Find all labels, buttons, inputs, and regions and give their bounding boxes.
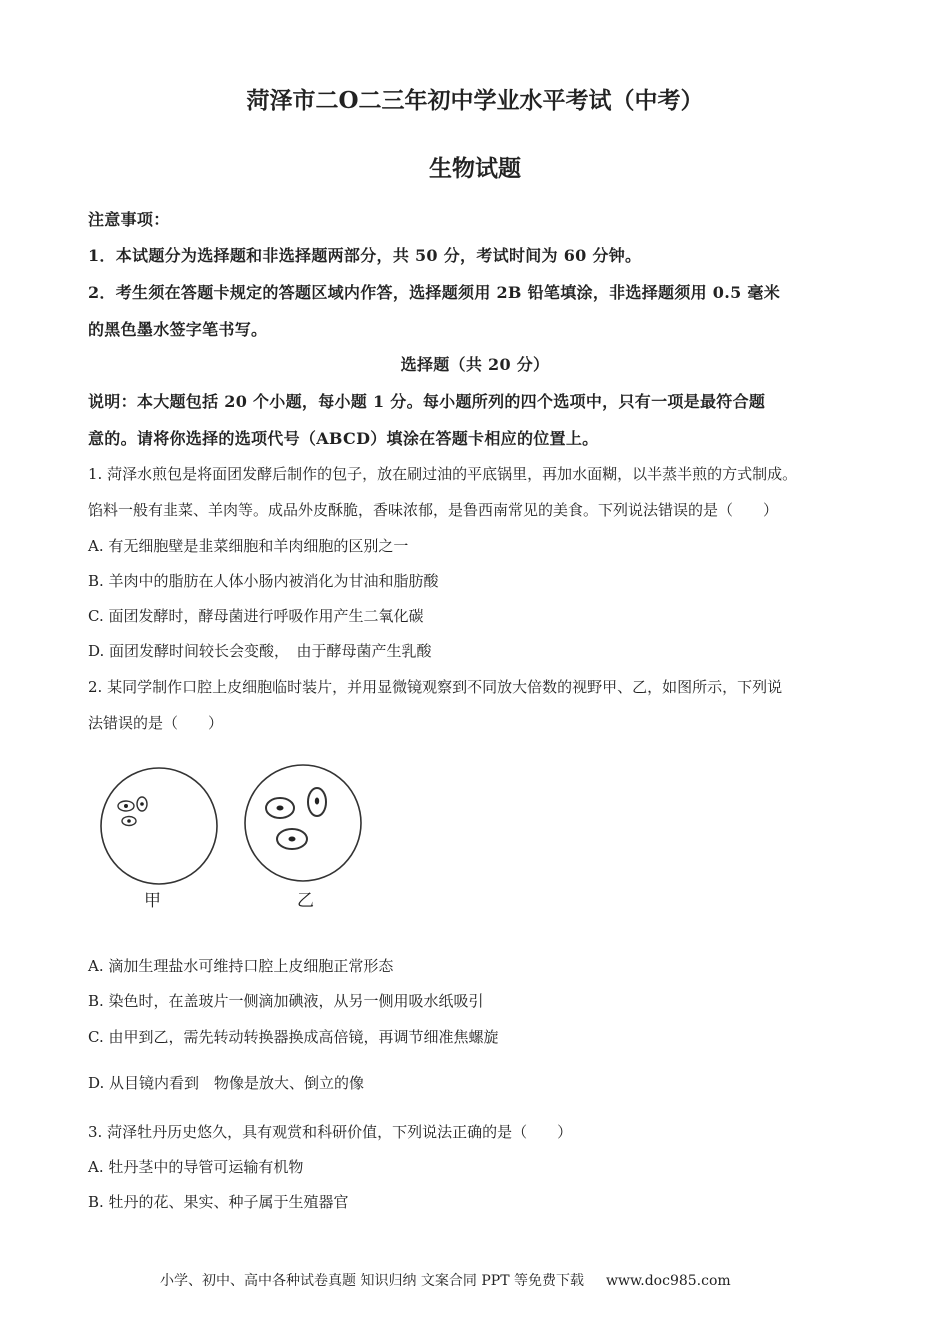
field-jia-circle [101, 768, 217, 884]
q1-option-a: A. 有无细胞壁是韭菜细胞和羊肉细胞的区别之一 [88, 537, 409, 555]
exam-subtitle: 生物试题 [429, 155, 521, 182]
notice-item-1: 1．本试题分为选择题和非选择题两部分，共 50 分，考试时间为 60 分钟。 [88, 246, 642, 265]
notice-item-2-line-1: 2．考生须在答题卡规定的答题区域内作答，选择题须用 2B 铅笔填涂，非选择题须用 0.5 毫米 [88, 283, 781, 302]
q2-option-b: B. 染色时，在盖玻片一侧滴加碘液，从另一侧用吸水纸吸引 [88, 992, 484, 1010]
q2-stem-line-2: 法错误的是（ ） [88, 714, 224, 732]
page-footer [160, 1270, 731, 1290]
section-desc-line-1: 说明：本大题包括 20 个小题，每小题 1 分。每小题所列的四个选项中，只有一项是最符合题 [88, 392, 766, 411]
section-desc-line-2: 意的。请将你选择的选项代号（ABCD）填涂在答题卡相应的位置上。 [88, 429, 599, 448]
q2-stem-line-1: 2. 某同学制作口腔上皮细胞临时装片，并用显微镜观察到不同放大倍数的视野甲、乙，如图所示，下列说 [88, 678, 783, 696]
figure-label-yi: 乙 [297, 891, 314, 911]
q3-stem: 3. 菏泽牡丹历史悠久，具有观赏和科研价值，下列说法正确的是（ ） [88, 1123, 573, 1141]
q1-stem-line-2: 馅料一般有韭菜、羊肉等。成品外皮酥脆，香味浓郁，是鲁西南常见的美食。下列说法错误的是（ ） [88, 501, 779, 519]
section-title: 选择题（共 20 分） [400, 355, 550, 374]
q2-option-c: C. 由甲到乙，需先转动转换器换成高倍镜，再调节细准焦螺旋 [88, 1028, 499, 1046]
q3-option-a: A. 牡丹茎中的导管可运输有机物 [88, 1158, 304, 1176]
q1-stem-line-1: 1. 菏泽水煎包是将面团发酵后制作的包子，放在刷过油的平底锅里，再加水面糊，以半蒸半煎的方式制成。 [88, 465, 798, 483]
notice-heading: 注意事项： [88, 210, 170, 229]
q3-option-b: B. 牡丹的花、果实、种子属于生殖器官 [88, 1193, 349, 1211]
q2-option-d: D. 从目镜内看到 物像是放大、倒立的像 [88, 1074, 365, 1092]
microscope-fields-figure [95, 760, 385, 895]
field-yi-circle [245, 765, 361, 881]
exam-title: 菏泽市二O二三年初中学业水平考试（中考） [246, 87, 704, 114]
figure-label-jia: 甲 [144, 891, 161, 911]
q1-option-c: C. 面团发酵时，酵母菌进行呼吸作用产生二氧化碳 [88, 607, 424, 625]
q1-option-d: D. 面团发酵时间较长会变酸， 由于酵母菌产生乳酸 [88, 642, 432, 660]
footer-text: 小学、初中、高中各种试卷真题 知识归纳 文案合同 PPT 等免费下载 [160, 1273, 584, 1289]
notice-item-2-line-2: 的黑色墨水签字笔书写。 [88, 320, 268, 339]
footer-url[interactable]: www.doc985.com [605, 1273, 731, 1289]
q2-option-a: A. 滴加生理盐水可维持口腔上皮细胞正常形态 [88, 957, 394, 975]
q1-option-b: B. 羊肉中的脂肪在人体小肠内被消化为甘油和脂肪酸 [88, 572, 439, 590]
